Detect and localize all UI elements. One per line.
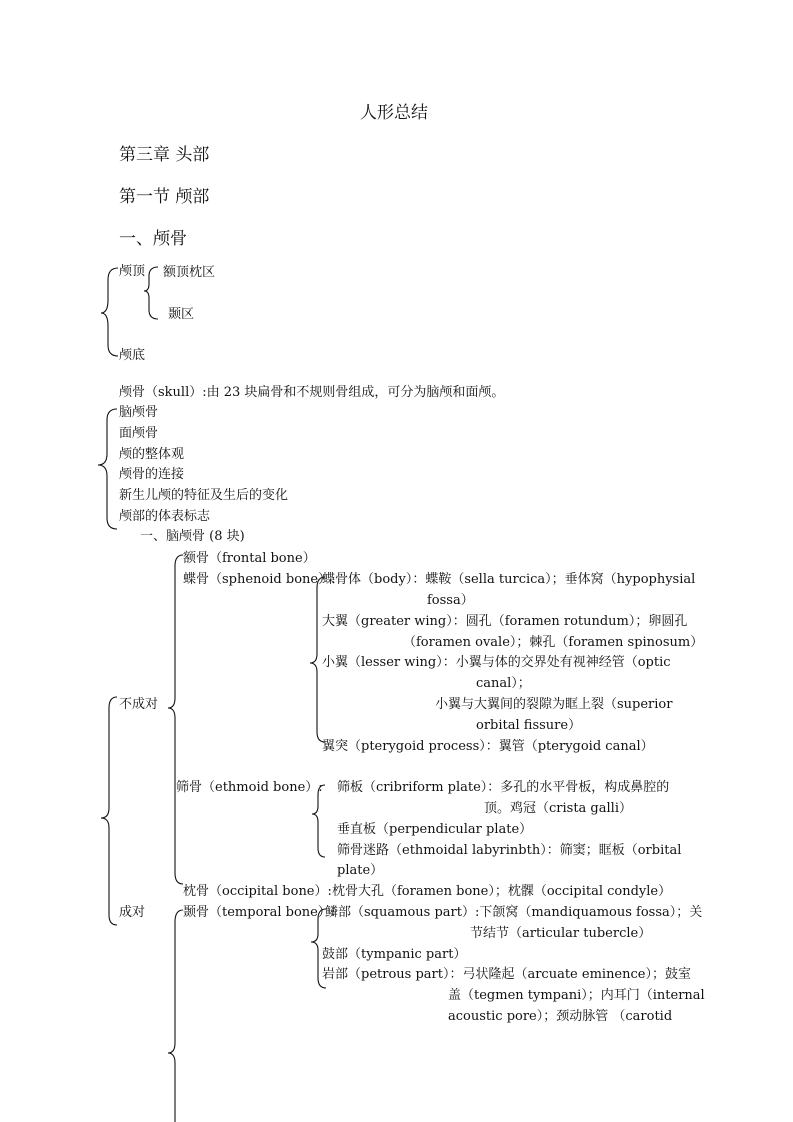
skull-top-label: 颅顶 [119, 264, 146, 279]
squamous-part-line-1: 鳞部（squamous part）:下颌窝（mandiquamous fossa）；关 [325, 905, 703, 920]
page-title: 人形总结 [360, 103, 428, 123]
outline-item: 新生儿颅的特征及生后的变化 [119, 488, 289, 503]
bracket-skull-outline [98, 409, 117, 529]
greater-wing-line-2: （foramen ovale）；棘孔（foramen spinosum） [403, 635, 704, 650]
chapter-heading: 第三章 头部 [119, 145, 210, 165]
petrous-part-line-1: 岩部（petrous part）：弓状隆起（arcuate eminence）；鼓室 [322, 967, 691, 982]
outline-item: 颅的整体观 [119, 447, 185, 462]
sphenoid-body-line-1: 蝶骨体（body）：蝶鞍（sella turcica）；垂体窝（hypophysial [322, 572, 696, 587]
temporal-bone-label: 颞骨（temporal bone）: [183, 905, 336, 920]
lesser-wing-line-2: canal）； [476, 676, 531, 691]
outline-item: 颅部的体表标志 [119, 509, 211, 524]
pterygoid-process: 翼突（pterygoid process）：翼管（pterygoid canal） [322, 739, 654, 754]
tympanic-part: 鼓部（tympanic part） [322, 947, 467, 962]
group-unpaired-label: 不成对 [119, 697, 159, 712]
ethmoidal-labyrinth-line-2: plate） [337, 863, 384, 878]
bracket-skull-region [101, 268, 118, 356]
skull-intro: 颅骨（skull）:由 23 块扁骨和不规则骨组成，可分为脑颅和面颅。 [119, 385, 505, 400]
bracket-unpaired [168, 555, 183, 884]
skull-top-part-1: 额顶枕区 [163, 265, 216, 280]
greater-wing-line-1: 大翼（greater wing）：圆孔（foramen rotundum）；卵圆孔 [322, 614, 688, 629]
bracket-paired [168, 910, 183, 1122]
occipital-bone-label: 枕骨（occipital bone）: [183, 884, 332, 899]
squamous-part-line-2: 节结节（articular tubercle） [470, 926, 652, 941]
bracket-neurocranium [101, 697, 117, 925]
petrous-part-line-2: 盖（tegmen tympani）；内耳门（internal [448, 988, 705, 1003]
occipital-bone-detail: 枕骨大孔（foramen bone）；枕髁（occipital condyle） [332, 884, 672, 899]
sphenoid-body-line-2: fossa） [427, 593, 474, 608]
bracket-skull-top [144, 267, 158, 319]
lesser-wing-line-3: 小翼与大翼间的裂隙为眶上裂（superior [435, 697, 673, 712]
subsection-heading: 一、颅骨 [119, 229, 187, 249]
neurocranium-heading: 一、脑颅骨 (8 块) [140, 529, 245, 544]
cribriform-plate-line-1: 筛板（cribriform plate）：多孔的水平骨板，构成鼻腔的 [337, 780, 670, 795]
outline-item: 脑颅骨 [119, 405, 159, 420]
lesser-wing-line-1: 小翼（lesser wing）：小翼与体的交界处有视神经管（optic [322, 655, 671, 670]
ethmoidal-labyrinth-line-1: 筛骨迷路（ethmoidal labyrinbth）：筛窦；眶板（orbital [337, 843, 682, 858]
outline-item: 面颅骨 [119, 426, 159, 441]
perpendicular-plate: 垂直板（perpendicular plate） [337, 822, 533, 837]
frontal-bone: 额骨（frontal bone） [183, 551, 316, 566]
sphenoid-bone-label: 蝶骨（sphenoid bone）: [183, 572, 336, 587]
skull-top-part-2: 颞区 [168, 307, 195, 322]
section-heading: 第一节 颅部 [119, 187, 210, 207]
group-paired-label: 成对 [119, 905, 146, 920]
cribriform-plate-line-2: 顶。鸡冠（crista galli） [484, 801, 632, 816]
ethmoid-bone-label: 筛骨（ethmoid bone）: [176, 780, 323, 795]
outline-item: 颅骨的连接 [119, 467, 185, 482]
skull-base-label: 颅底 [119, 348, 146, 363]
lesser-wing-line-4: orbital fissure） [476, 718, 582, 733]
petrous-part-line-3: acoustic pore）；颈动脉管 （carotid [448, 1009, 673, 1024]
